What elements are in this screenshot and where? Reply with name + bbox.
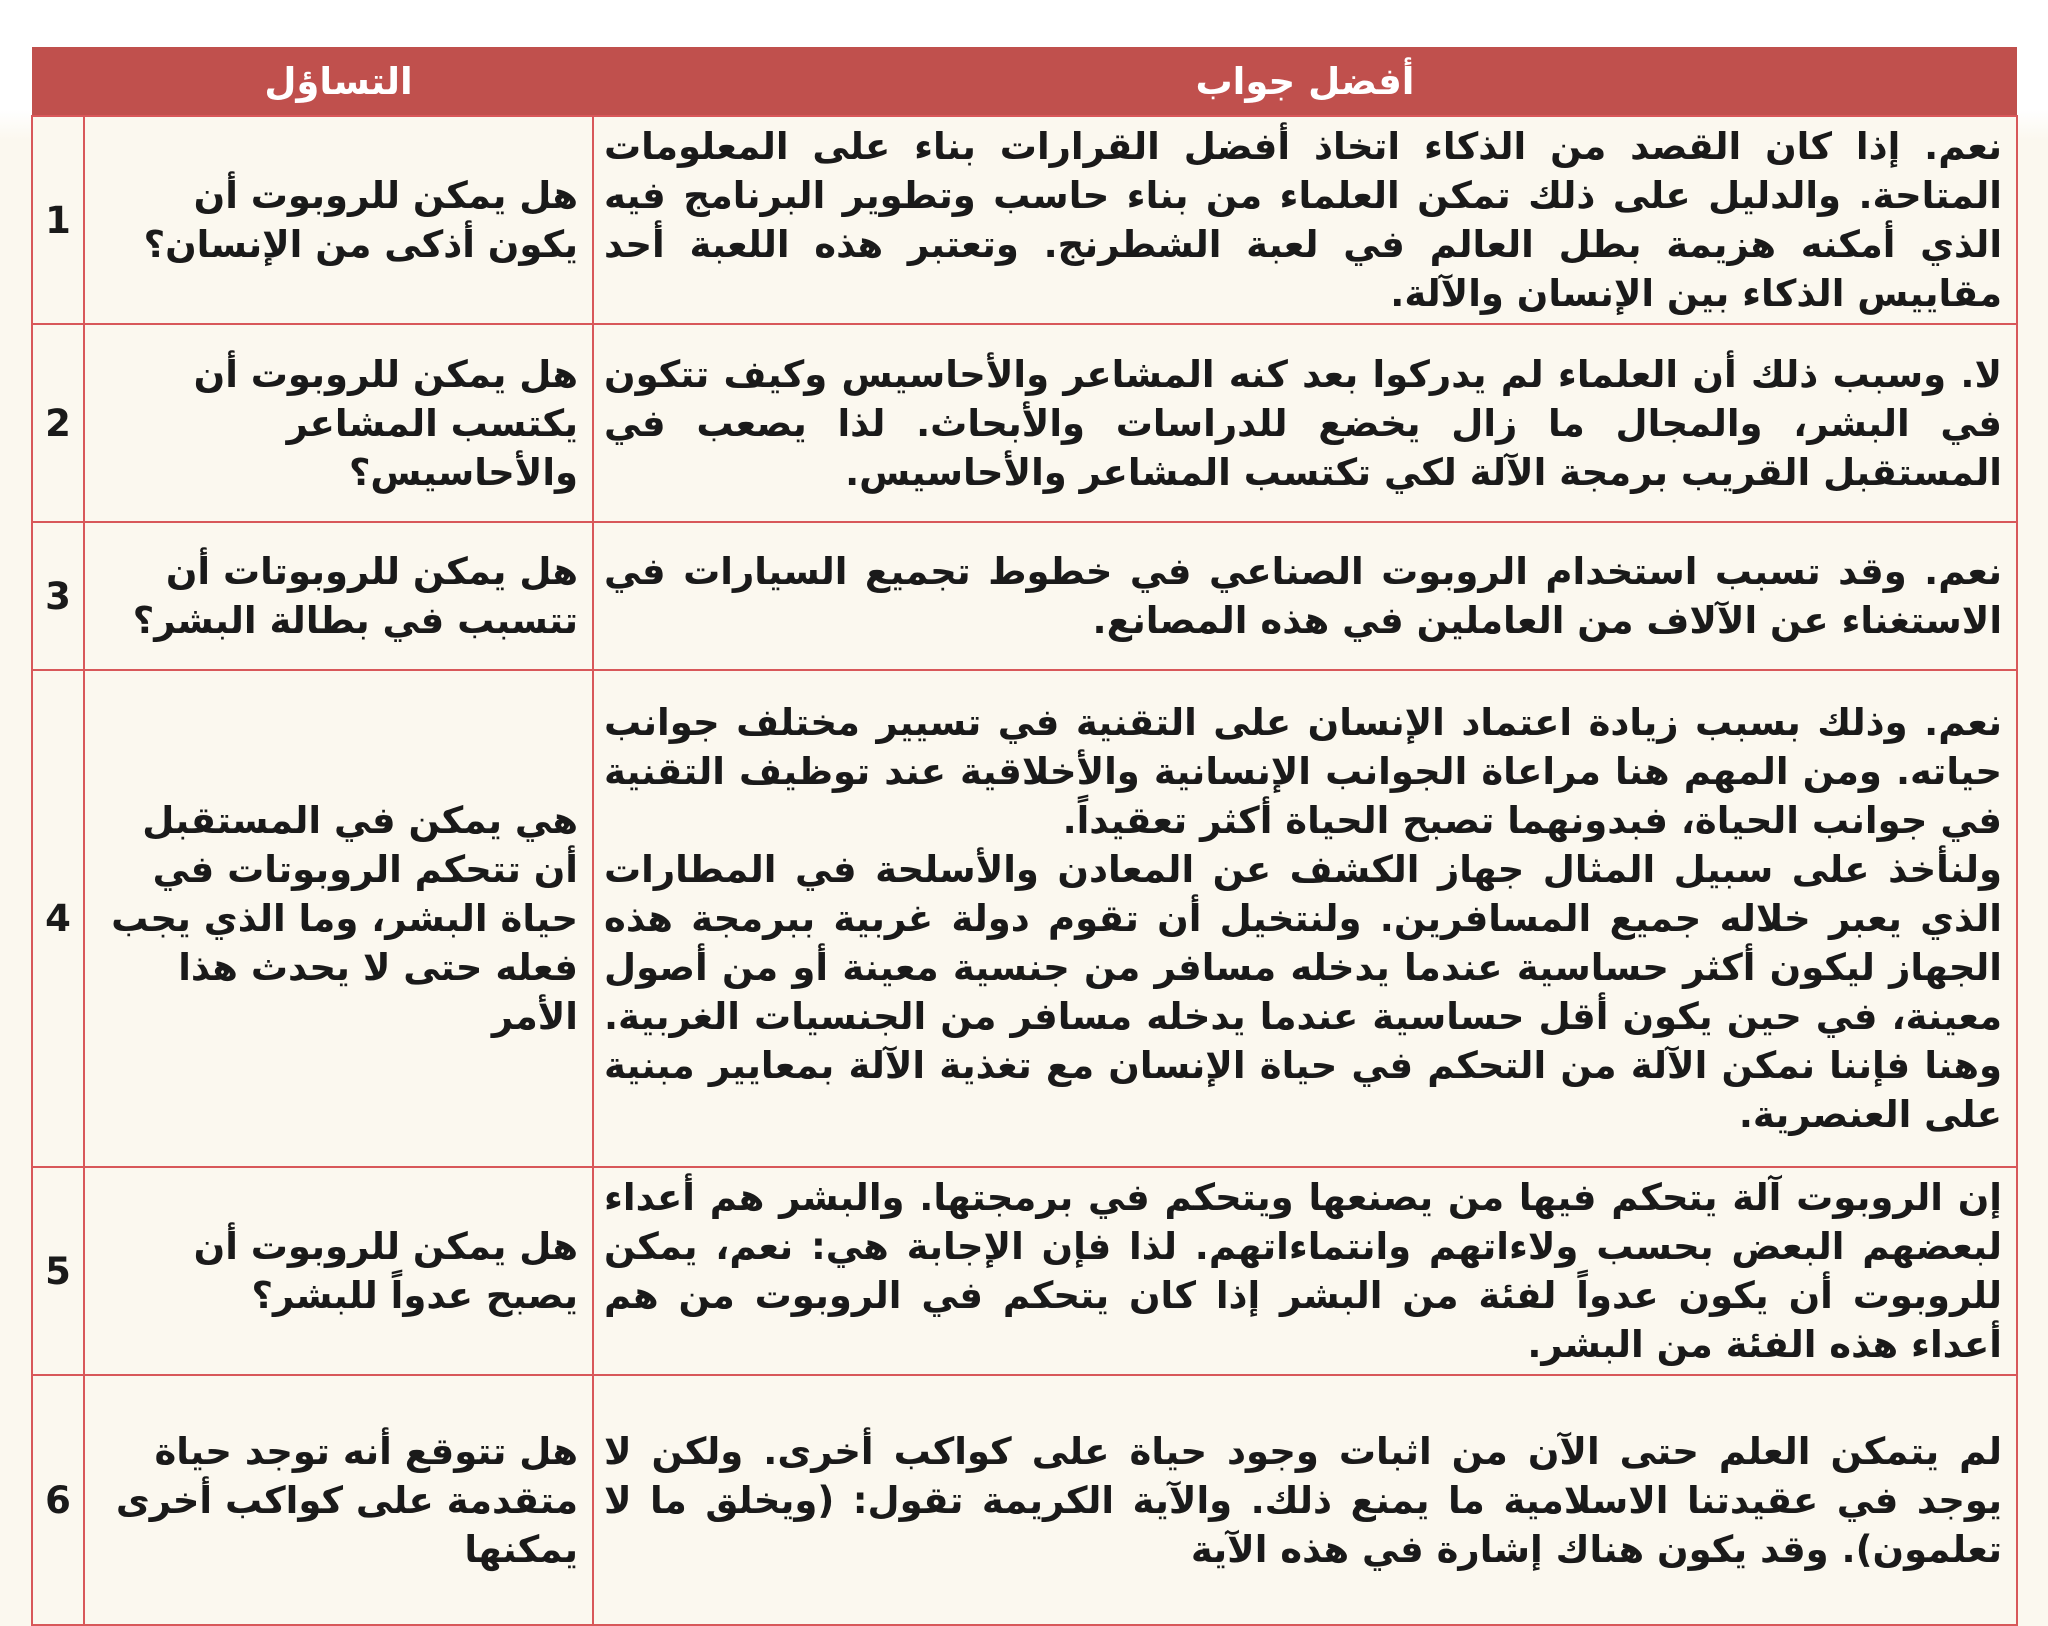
table-row: [32, 1167, 2017, 1375]
question-cell: هل يمكن للروبوت أن يصبح عدواً للبشر؟: [84, 1167, 593, 1375]
answer-paragraph: نعم. وقد تسبب استخدام الروبوت الصناعي في خطوط تجميع السيارات في الاستغناء عن الآلاف من العاملين في هذه المصانع.: [604, 550, 2002, 642]
answer-cell: [593, 324, 2017, 522]
question-cell: هل يمكن للروبوت أن يكتسب المشاعر والأحاسيس؟: [84, 324, 593, 522]
table-row: [32, 670, 2017, 1167]
question-cell: هي يمكن في المستقبل أن تتحكم الروبوتات في حياة البشر، وما الذي يجب فعله حتى لا يحدث هذا الأمر: [84, 670, 593, 1167]
answer-paragraph: لم يتمكن العلم حتى الآن من اثبات وجود حياة على كواكب أخرى. ولكن لا يوجد في عقيدتنا الاسلامية ما يمنع ذلك. والآية الكريمة تقول: (ويخلق ما لا تعلمون). وقد يكون هناك إشارة في هذه الآية: [604, 1429, 2002, 1571]
row-number: 4: [32, 670, 84, 1167]
table-row: [32, 522, 2017, 670]
question-cell: هل تتوقع أنه توجد حياة متقدمة على كواكب أخرى يمكنها: [84, 1375, 593, 1625]
answer-cell: [593, 116, 2017, 324]
question-cell: هل يمكن للروبوت أن يكون أذكى من الإنسان؟: [84, 116, 593, 324]
table-row: [32, 116, 2017, 324]
answer-paragraph: ولنأخذ على سبيل المثال جهاز الكشف عن المعادن والأسلحة في المطارات الذي يعبر خلاله جميع المسافرين. ولنتخيل أن تقوم دولة غربية ببرمجة هذه الجهاز ليكون أكثر حساسية عندما يدخله مسافر من جنسية معينة أو من أصول معينة، في حين يكون أقل حساسية عندما يدخله مسافر من الجنسيات الغربية. وهنا فإننا نمكن الآلة من التحكم في حياة الإنسان مع تغذية الآلة بمعايير مبنية على العنصرية.: [604, 848, 2002, 1136]
answer-paragraph: إن الروبوت آلة يتحكم فيها من يصنعها ويتحكم في برمجتها. والبشر هم أعداء لبعضهم البعض بحسب ولاءاتهم وانتماءاتهم. لذا فإن الإجابة هي: نعم، يمكن للروبوت أن يكون عدواً لفئة من البشر إذا كان يتحكم في الروبوت من هم أعداء هذه الفئة من البشر.: [604, 1176, 2002, 1366]
row-number: 1: [32, 116, 84, 324]
row-number: 5: [32, 1167, 84, 1375]
qa-table: [31, 47, 2018, 1626]
header-number: [32, 47, 84, 116]
header-answer: أفضل جواب: [593, 47, 2017, 116]
table-row: [32, 324, 2017, 522]
row-number: 6: [32, 1375, 84, 1625]
row-number: 3: [32, 522, 84, 670]
header-question: التساؤل: [84, 47, 593, 116]
table-row: [32, 1375, 2017, 1625]
question-cell: هل يمكن للروبوتات أن تتسبب في بطالة البشر؟: [84, 522, 593, 670]
row-number: 2: [32, 324, 84, 522]
table-header: [32, 47, 2017, 116]
answer-cell: [593, 670, 2017, 1167]
header-row: [32, 47, 2017, 116]
table-body: [32, 116, 2017, 1625]
answer-cell: [593, 522, 2017, 670]
answer-paragraph: نعم. وذلك بسبب زيادة اعتماد الإنسان على التقنية في تسيير مختلف جوانب حياته. ومن المهم هنا مراعاة الجوانب الإنسانية والأخلاقية عند توظيف التقنية في جوانب الحياة، فبدونهما تصبح الحياة أكثر تعقيداً.: [604, 701, 2002, 842]
answer-paragraph: نعم. إذا كان القصد من الذكاء اتخاذ أفضل القرارات بناء على المعلومات المتاحة. والدليل على ذلك تمكن العلماء من بناء حاسب وتطوير البرنامج فيه الذي أمكنه هزيمة بطل العالم في لعبة الشطرنج. وتعتبر هذه اللعبة أحد مقاييس الذكاء بين الإنسان والآلة.: [604, 125, 2002, 315]
answer-cell: [593, 1375, 2017, 1625]
answer-cell: [593, 1167, 2017, 1375]
answer-paragraph: لا. وسبب ذلك أن العلماء لم يدركوا بعد كنه المشاعر والأحاسيس وكيف تتكون في البشر، والمجال ما زال يخضع للدراسات والأبحاث. لذا يصعب في المستقبل القريب برمجة الآلة لكي تكتسب المشاعر والأحاسيس.: [604, 352, 2002, 494]
